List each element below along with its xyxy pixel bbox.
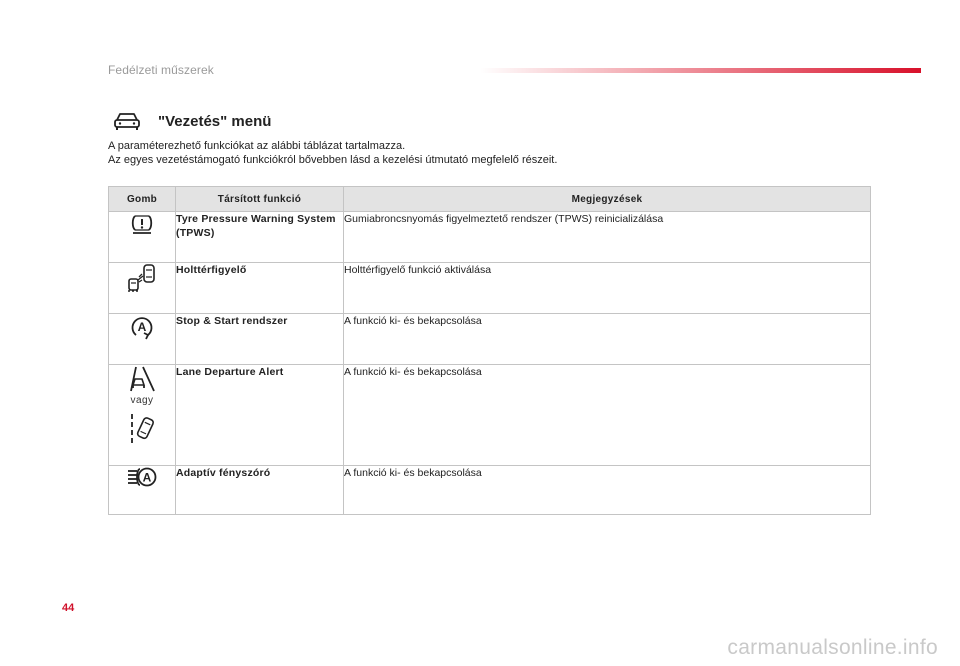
table-row (109, 365, 871, 466)
section-title: "Vezetés" menü (158, 112, 272, 130)
table-row (109, 314, 871, 365)
adaptive-headlamp-icon (126, 466, 158, 488)
lane-departure-alt-icon (128, 412, 156, 446)
function-name: Adaptív fényszóró (176, 466, 344, 515)
blind-spot-monitor-icon (126, 263, 158, 293)
function-name: Stop & Start rendszer (176, 314, 344, 365)
column-header: Társított funkció (176, 187, 344, 212)
function-name: Lane Departure Alert (176, 365, 344, 466)
page-number: 44 (62, 602, 75, 614)
table-row (109, 466, 871, 515)
column-header: Gomb (109, 187, 176, 212)
function-note: Gumiabroncsnyomás figyelmeztető rendszer (TPWS) reinicializálása (344, 212, 871, 263)
functions-table (108, 186, 871, 515)
function-note: A funkció ki- és bekapcsolása (344, 365, 871, 466)
intro-text (108, 139, 557, 167)
icon-cell (109, 263, 176, 314)
icon-cell (109, 314, 176, 365)
function-name: Holttérfigyelő (176, 263, 344, 314)
column-header: Megjegyzések (344, 187, 871, 212)
car-icon (112, 110, 142, 132)
intro-line-2: Az egyes vezetéstámogató funkciókról bővebben lásd a kezelési útmutató megfelelő részeit. (108, 154, 558, 166)
icon-cell (109, 212, 176, 263)
svg-text:A: A (137, 320, 147, 334)
header-accent-bar (480, 68, 921, 73)
function-name: Tyre Pressure Warning System (TPWS) (176, 212, 344, 263)
function-note: A funkció ki- és bekapcsolása (344, 466, 871, 515)
function-note: A funkció ki- és bekapcsolása (344, 314, 871, 365)
chapter-title: Fedélzeti műszerek (108, 63, 214, 77)
section-heading (112, 108, 271, 134)
lane-departure-icon (127, 365, 157, 393)
icon-cell (109, 466, 176, 515)
function-note: Holttérfigyelő funkció aktiválása (344, 263, 871, 314)
tyre-pressure-warning-icon (129, 212, 155, 236)
icon-cell (109, 365, 176, 466)
table-header-row (109, 187, 871, 212)
svg-text:A: A (142, 470, 152, 485)
table-row (109, 212, 871, 263)
stop-start-icon (129, 314, 155, 340)
intro-line-1: A paraméterezhető funkciókat az alábbi táblázat tartalmazza. (108, 140, 406, 152)
watermark: carmanualsonline.info (727, 636, 938, 659)
table-row (109, 263, 871, 314)
or-label: vagy (130, 395, 154, 406)
